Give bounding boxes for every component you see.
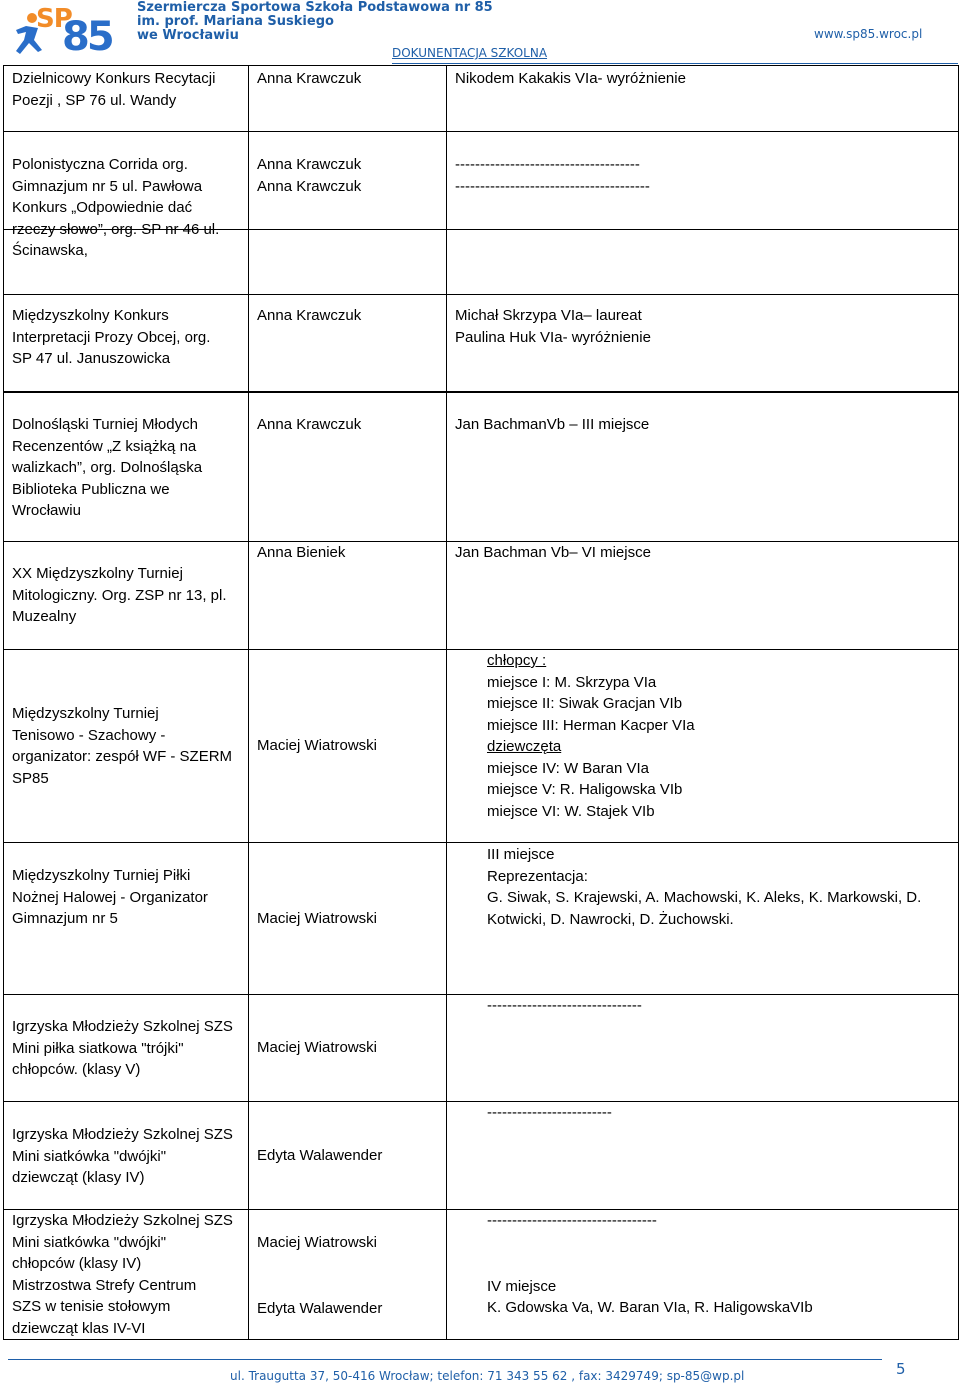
school-name-line3: we Wrocławiu <box>137 28 239 43</box>
result-cell: ---------------------------------- IV miejsce K. Gdowska Va, W. Baran VIa, R. HaligowskaVIb <box>447 1210 959 1340</box>
teacher-cell: Maciej Wiatrowski <box>249 843 447 995</box>
footer-address: ul. Traugutta 37, 50-416 Wrocław; telefon: 71 343 55 62 , fax: 3429749; sp-85@wp.pl <box>230 1369 745 1383</box>
teacher-cell: Anna Krawczuk <box>249 66 447 132</box>
result-cell: chłopcy : miejsce I: M. Skrzypa VIa miejsce II: Siwak Gracjan VIb miejsce III: Herman Kacper VIa dziewczęta miejsce IV: W Baran VIa miejsce V: R. Haligowska VIb miejsce VI: W. Stajek VIb <box>447 650 959 843</box>
table-row <box>4 1210 959 1340</box>
event-cell: Międzyszkolny Turniej Piłki Nożnej Halowej - Organizator Gimnazjum nr 5 <box>4 843 249 995</box>
event-cell: Polonistyczna Corrida org. Gimnazjum nr 5 ul. Pawłowa Konkurs „Odpowiednie dać rzeczy słowo”, org. SP nr 46 ul. Ścinawska, <box>4 132 249 295</box>
school-logo <box>8 4 123 60</box>
event-cell: Międzyszkolny Konkurs Interpretacji Prozy Obcej, org. SP 47 ul. Januszowicka <box>4 230 249 393</box>
result-cell: ------------------------- <box>447 1102 959 1210</box>
teacher-cell: Maciej Wiatrowski <box>249 650 447 843</box>
event-cell: Dzielnicowy Konkurs Recytacji Poezji , SP 76 ul. Wandy <box>4 66 249 132</box>
website-link[interactable]: www.sp85.wroc.pl <box>814 27 923 41</box>
table-row <box>4 66 959 132</box>
result-cell: ------------------------------------- --------------------------------------- <box>447 132 959 295</box>
footer-divider <box>8 1359 882 1360</box>
result-cell: Jan Bachman Vb– VI miejsce <box>447 542 959 650</box>
result-cell: ------------------------------- <box>447 995 959 1102</box>
table-row <box>4 542 959 650</box>
school-name-line1: Szermiercza Sportowa Szkoła Podstawowa nr 85 <box>137 0 493 15</box>
table-row <box>4 392 959 542</box>
event-cell: Igrzyska Młodzieży Szkolnej SZS Mini siatkówka "dwójki" dziewcząt (klasy IV) <box>4 1102 249 1210</box>
table-row <box>4 1102 959 1210</box>
table-row <box>4 230 959 393</box>
teacher-cell: Edyta Walawender <box>249 1102 447 1210</box>
table-row <box>4 650 959 843</box>
event-cell: Dolnośląski Turniej Młodych Recenzentów „Z książką na walizkach”, org. Dolnośląska Biblioteka Publiczna we Wrocławiu <box>4 392 249 542</box>
document-label: DOKUNENTACJA SZKOLNA <box>392 46 548 60</box>
table-row <box>4 843 959 995</box>
teacher-cell: Anna Krawczuk <box>249 230 447 393</box>
event-cell: XX Międzyszkolny Turniej Mitologiczny. Org. ZSP nr 13, pl. Muzealny <box>4 542 249 650</box>
result-heading-girls: dziewczęta <box>487 738 562 755</box>
result-cell: Michał Skrzypa VIa– laureat Paulina Huk VIa- wyróżnienie <box>447 230 959 393</box>
result-cell: III miejsce Reprezentacja: G. Siwak, S. Krajewski, A. Machowski, K. Aleks, K. Markowski, D. Kotwicki, D. Nawrocki, D. Żuchowski. <box>447 843 959 995</box>
table-row <box>4 995 959 1102</box>
school-name-line2: im. prof. Mariana Suskiego <box>137 14 334 29</box>
teacher-cell: Anna Krawczuk <box>249 392 447 542</box>
teacher-cell: Anna Krawczuk Anna Krawczuk <box>249 132 447 295</box>
event-cell: Igrzyska Młodzieży Szkolnej SZS Mini siatkówka "dwójki" chłopców (klasy IV) Mistrzostwa Strefy Centrum SZS w tenisie stołowym dziewcząt klas IV-VI <box>4 1210 249 1340</box>
teacher-cell: Maciej Wiatrowski <box>249 995 447 1102</box>
teacher-cell: Maciej Wiatrowski Edyta Walawender <box>249 1210 447 1340</box>
event-cell: Międzyszkolny Turniej Tenisowo - Szachowy - organizator: zespół WF - SZERM SP85 <box>4 650 249 843</box>
school-name <box>137 1 493 43</box>
achievements-table-continued <box>3 229 959 393</box>
event-cell: Igrzyska Młodzieży Szkolnej SZS Mini piłka siatkowa "trójki" chłopców. (klasy V) <box>4 995 249 1102</box>
result-cell: Jan BachmanVb – III miejsce <box>447 392 959 542</box>
result-cell: Nikodem Kakakis VIa- wyróżnienie <box>447 66 959 132</box>
teacher-cell: Anna Bieniek <box>249 542 447 650</box>
header-divider <box>392 63 958 64</box>
page-number: 5 <box>896 1360 906 1378</box>
logo-number-text: 85 <box>62 14 112 60</box>
achievements-table-continued <box>3 391 959 1340</box>
result-heading-boys: chłopcy : <box>487 652 547 669</box>
page-header <box>0 0 960 64</box>
logo-sp-text: SP <box>36 4 72 34</box>
